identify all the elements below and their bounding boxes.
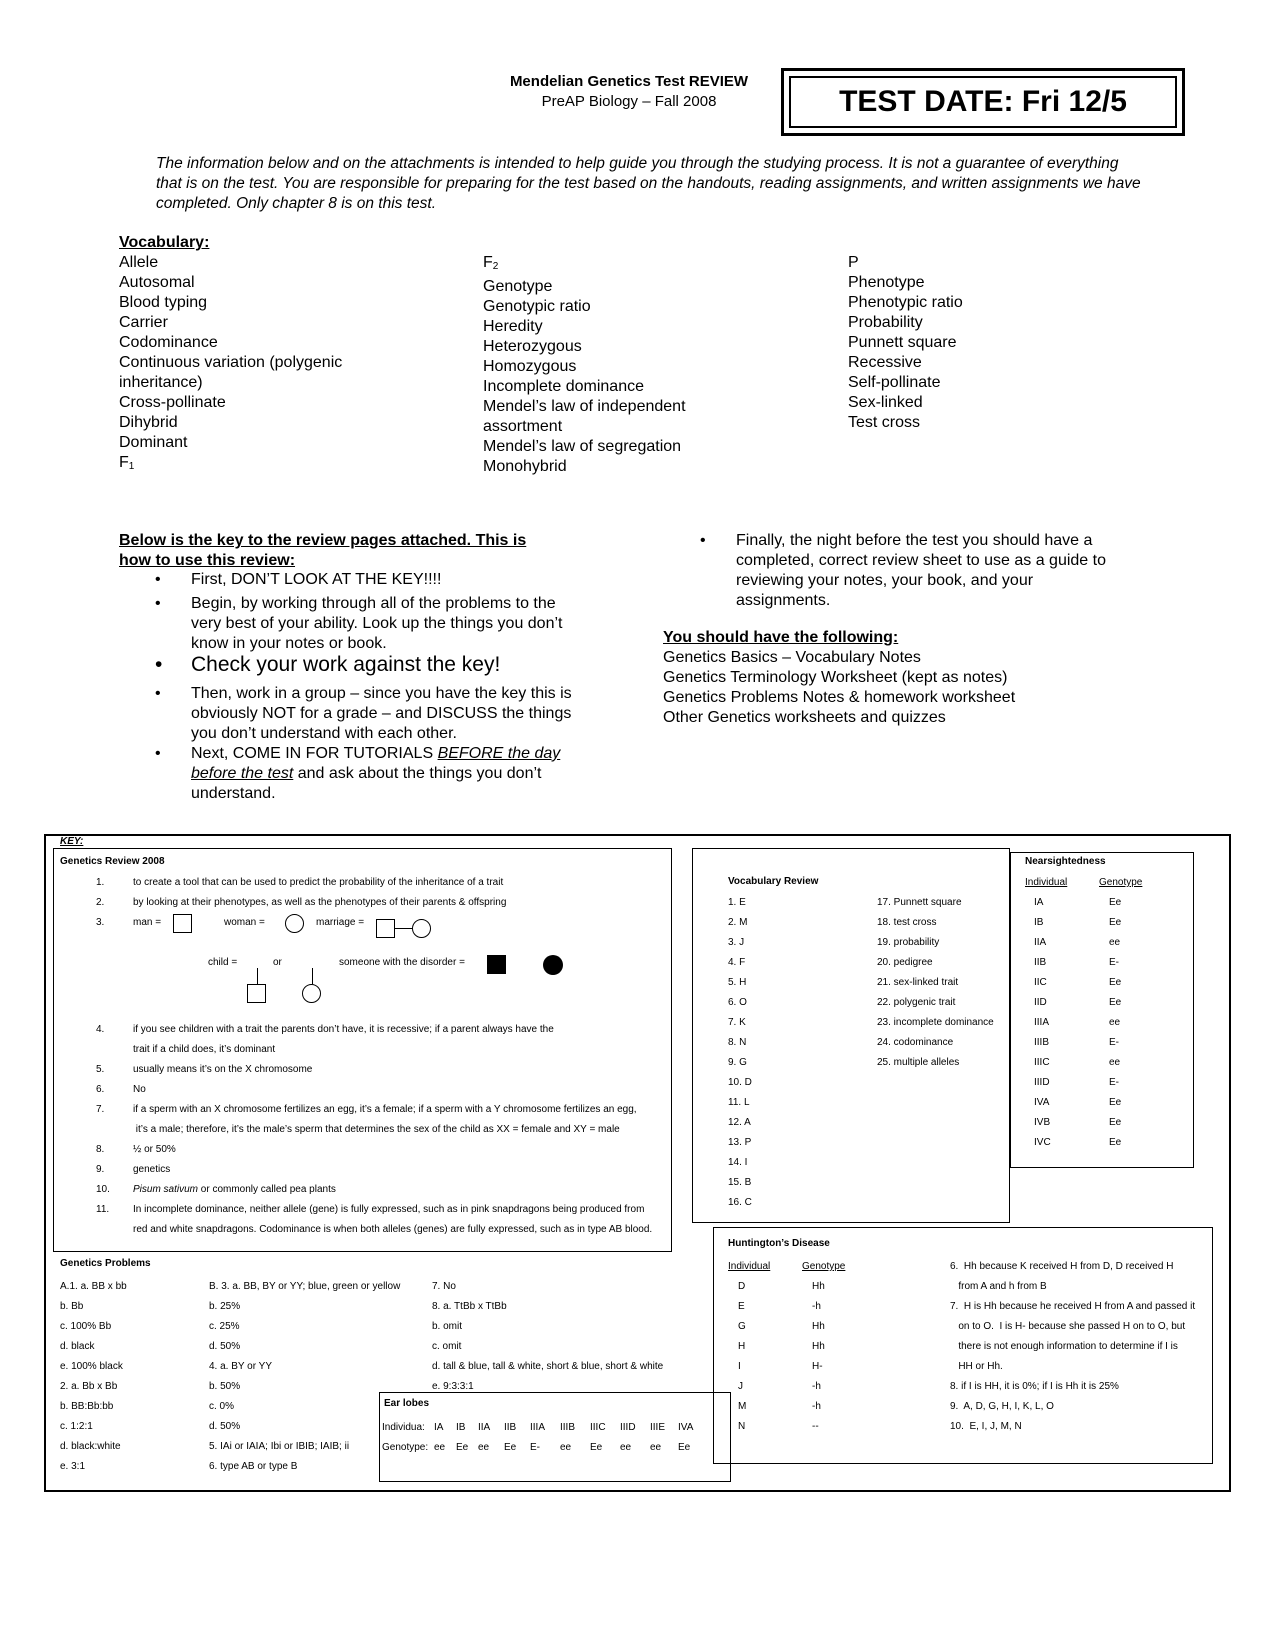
hd-genotype: Hh	[812, 1281, 825, 1292]
hd-individual: M	[738, 1401, 747, 1412]
problem-answer: e. 3:1	[60, 1461, 86, 1472]
hd-individual: H	[738, 1341, 746, 1352]
vocab-term: Mendel’s law of independent	[483, 398, 686, 415]
vocab-term: Incomplete dominance	[483, 378, 644, 395]
vocab-term: Blood typing	[119, 294, 208, 311]
vocab-term: Genotypic ratio	[483, 298, 591, 315]
problem-answer: d. black	[60, 1341, 95, 1352]
problem-answer: c. omit	[432, 1341, 462, 1352]
vocab-term: Monohybrid	[483, 458, 567, 475]
hd-note: from A and h from B	[950, 1281, 1047, 1292]
howto-item-1: First, DON’T LOOK AT THE KEY!!!!	[191, 571, 442, 588]
hd-genotype: H-	[812, 1361, 823, 1372]
problem-answer: A.1. a. BB x bb	[60, 1281, 127, 1292]
problem-answer: e. 9:3:3:1	[432, 1381, 474, 1392]
problem-answer: e. 100% black	[60, 1361, 123, 1372]
near-individual: IVB	[1034, 1117, 1051, 1128]
ear-individual: IIIC	[590, 1422, 606, 1433]
vocab-answer: 14. I	[728, 1157, 748, 1168]
ear-individual: IA	[434, 1422, 444, 1433]
problem-answer: c. 0%	[209, 1401, 235, 1412]
bullet: •	[155, 685, 161, 702]
hd-individuals	[738, 1277, 746, 1437]
bullet: •	[155, 571, 161, 588]
child-line	[312, 968, 313, 984]
vocab-term: Self-pollinate	[848, 374, 941, 391]
intro-paragraph: The information below and on the attachments is intended to help guide you through the studying process. It is not a guarantee of everything that is on the test. You are responsible for preparing for the test based on the handouts, reading assignments, and written assignments we have completed. Only chapter 8 is on this test.	[156, 155, 1141, 212]
vocab-term: Homozygous	[483, 358, 577, 375]
vocab-term: Carrier	[119, 314, 168, 331]
near-genotype: Ee	[1109, 977, 1122, 988]
ear-individual: IB	[456, 1422, 466, 1433]
vocab-term: Autosomal	[119, 274, 195, 291]
howto-item-3: Check your work against the key!	[191, 653, 501, 676]
should-have-item: Genetics Problems Notes & homework worksheet	[663, 689, 1016, 706]
ear-individual-row	[434, 1418, 704, 1438]
ear-genotype: ee	[560, 1442, 572, 1453]
vocab-answer: 11. L	[728, 1097, 750, 1108]
howto-item-4: Then, work in a group – since you have the key this is obviously NOT for a grade – and DISCUSS the things you don’t understand with each other.	[191, 685, 572, 742]
document-title: Mendelian Genetics Test REVIEW	[509, 73, 749, 90]
vocab-answer: 23. incomplete dominance	[877, 1017, 994, 1028]
hd-note: HH or Hh.	[950, 1361, 1003, 1372]
ear-individual: IIIE	[650, 1422, 666, 1433]
vocab-term: Heredity	[483, 318, 543, 335]
male-square-symbol	[173, 914, 192, 933]
problem-answer: 4. a. BY or YY	[209, 1361, 273, 1372]
vocab-term: Mendel’s law of segregation	[483, 438, 682, 455]
vocab-term: Probability	[848, 314, 923, 331]
ear-genotype-row	[434, 1438, 704, 1458]
vocab-term: Test cross	[848, 414, 921, 431]
vocab-answer: 12. A	[728, 1117, 751, 1128]
hd-genotypes	[812, 1277, 825, 1437]
child-circle-symbol	[302, 984, 321, 1003]
problem-answer: d. 50%	[209, 1421, 241, 1432]
vocab-answer: 10. D	[728, 1077, 752, 1088]
howto-heading: Below is the key to the review pages attached. This is how to use this review:	[119, 532, 527, 569]
hd-genotype: -h	[812, 1381, 821, 1392]
hd-genotype: -h	[812, 1301, 821, 1312]
problem-answer: b. 50%	[209, 1381, 241, 1392]
huntingtons-title: Huntington’s Disease	[728, 1238, 830, 1249]
vocab-term: P	[848, 254, 859, 271]
near-individual: IIC	[1034, 977, 1047, 988]
near-genotypes	[1109, 893, 1121, 1153]
vocab-answer: 24. codominance	[877, 1037, 954, 1048]
hd-note: 9. A, D, G, H, I, K, L, O	[950, 1401, 1054, 1412]
hd-notes	[950, 1257, 1195, 1437]
problem-answer: 2. a. Bb x Bb	[60, 1381, 118, 1392]
near-genotype: E-	[1109, 957, 1119, 968]
problem-answer: b. omit	[432, 1321, 463, 1332]
problem-answer: b. BB:Bb:bb	[60, 1401, 114, 1412]
howto-item-5: Next, COME IN FOR TUTORIALS BEFORE the day before the test and ask about the things you don’t understand.	[191, 745, 561, 802]
or-label: or	[273, 957, 282, 968]
vocab-term: Codominance	[119, 334, 218, 351]
hd-genotype: Hh	[812, 1321, 825, 1332]
hd-individual: D	[738, 1281, 746, 1292]
ear-individual: IVA	[678, 1422, 694, 1433]
vocab-term: Cross-pollinate	[119, 394, 226, 411]
ear-individual: IIID	[620, 1422, 636, 1433]
should-have-item: Genetics Terminology Worksheet (kept as notes)	[663, 669, 1008, 686]
ear-genotype: Ee	[504, 1442, 517, 1453]
hd-note: on to O. I is H- because she passed H on to O, but	[950, 1321, 1186, 1332]
marriage-label: marriage =	[316, 917, 365, 928]
marriage-square-symbol	[376, 919, 395, 938]
review-items-middle: 4. if you see children with a trait the parents don’t have, it is recessive; if a parent always have the trait if a child does, it’s dominant 5. usually means it’s on the X chromosome 6. No 7. if a sperm with an X chromosome fertilizes an egg, it’s a female; if a sperm with a Y chromosome fertilizes an egg, it’s a male; therefore, it’s the male’s sperm that determines the sex of the child as XX = female and XY = male 8. ½ or 50% 9. genetics 10. Pisum sativum or commonly called pea plants 11. In incomplete dominance, neither allele (gene) is fully expressed, such as in pink snapdragons being produced from red and white snapdragons. Codominance is when both alleles (genes) are fully expressed, such as in type AB blood.	[96, 1024, 653, 1235]
review-items-top: 1. to create a tool that can be used to predict the probability of the inheritance of a trait 2. by looking at their phenotypes, as well as the phenotypes of their parents & offspring	[96, 877, 507, 908]
near-genotype: E-	[1109, 1077, 1119, 1088]
ear-individual: IIIB	[560, 1422, 576, 1433]
near-individual: IID	[1034, 997, 1047, 1008]
test-date: TEST DATE: Fri 12/5	[789, 76, 1177, 128]
vocab-term: Recessive	[848, 354, 922, 371]
should-have-list	[663, 648, 1015, 728]
near-genotype: E-	[1109, 1037, 1119, 1048]
vocab-answer: 15. B	[728, 1177, 752, 1188]
female-circle-symbol	[285, 914, 304, 933]
marriage-line	[395, 928, 412, 929]
vocab-term: Dihybrid	[119, 414, 178, 431]
ear-genotype: ee	[620, 1442, 632, 1453]
key-label: KEY:	[60, 836, 84, 847]
near-genotype: Ee	[1109, 1137, 1122, 1148]
hd-individual: N	[738, 1421, 746, 1432]
affected-male-symbol	[487, 955, 506, 974]
child-line	[257, 968, 258, 984]
vocabulary-review-title: Vocabulary Review	[728, 876, 819, 887]
problem-answer: 8. a. TtBb x TtBb	[432, 1301, 507, 1312]
vocab-term: $F_1$	[119, 454, 135, 472]
vocab-answer: 6. O	[728, 997, 747, 1008]
vocab-answer: 8. N	[728, 1037, 747, 1048]
problem-answer: B. 3. a. BB, BY or YY; blue, green or yellow	[209, 1281, 401, 1292]
woman-label: woman =	[224, 917, 265, 928]
bullet: •	[155, 653, 163, 676]
ear-genotype: ee	[434, 1442, 446, 1453]
problem-answer: c. 25%	[209, 1321, 240, 1332]
vocab-term: Dominant	[119, 434, 188, 451]
vocabulary-heading: Vocabulary:	[119, 234, 210, 251]
near-genotype: ee	[1109, 1057, 1121, 1068]
near-individual: IIIC	[1034, 1057, 1050, 1068]
vocab-term: $F_2$	[483, 254, 499, 272]
problem-answer: b. Bb	[60, 1301, 84, 1312]
near-individuals	[1034, 893, 1051, 1153]
vocab-answer: 17. Punnett square	[877, 897, 962, 908]
hd-note: 6. Hh because K received H from D, D received H	[950, 1261, 1174, 1272]
near-genotype: ee	[1109, 937, 1121, 948]
vocab-term: Phenotype	[848, 274, 925, 291]
near-individual: IIA	[1034, 937, 1047, 948]
problem-answer: d. tall & blue, tall & white, short & blue, short & white	[432, 1361, 664, 1372]
near-genotype: Ee	[1109, 997, 1122, 1008]
hd-note: 7. H is Hh because he received H from A and passed it	[950, 1301, 1196, 1312]
near-individual: IIIA	[1034, 1017, 1050, 1028]
near-individual: IIID	[1034, 1077, 1050, 1088]
problems-column-1	[60, 1277, 127, 1477]
problems-column-3	[432, 1277, 663, 1397]
review-item-3-number: 3.	[96, 917, 105, 928]
near-genotype: ee	[1109, 1017, 1121, 1028]
vocab-answer: 3. J	[728, 937, 745, 948]
near-header-genotype: Genotype	[1099, 877, 1143, 888]
vocab-answer: 21. sex-linked trait	[877, 977, 959, 988]
ear-genotype: Ee	[590, 1442, 603, 1453]
near-header-individual: Individual	[1025, 877, 1068, 888]
ear-genotype: ee	[478, 1442, 490, 1453]
howto-item-2: Begin, by working through all of the problems to the very best of your ability. Look up the things you don’t know in your notes or book.	[191, 595, 563, 652]
should-have-heading: You should have the following:	[663, 629, 899, 646]
vocab-answer: 7. K	[728, 1017, 746, 1028]
vocab-term: inheritance)	[119, 374, 203, 391]
ear-individual: IIIA	[530, 1422, 546, 1433]
problem-answer: c. 100% Bb	[60, 1321, 112, 1332]
genetics-problems-title: Genetics Problems	[60, 1258, 151, 1269]
vocab-term: Heterozygous	[483, 338, 582, 355]
nearsightedness-title: Nearsightedness	[1025, 856, 1106, 867]
vocab-answer: 19. probability	[877, 937, 940, 948]
near-individual: IIB	[1034, 957, 1047, 968]
ear-individual: IIA	[478, 1422, 491, 1433]
vocab-answer: 13. P	[728, 1137, 752, 1148]
vocab-answer: 16. C	[728, 1197, 752, 1208]
hd-individual: J	[738, 1381, 743, 1392]
hd-individual: G	[738, 1321, 746, 1332]
ear-genotype: ee	[650, 1442, 662, 1453]
ear-genotype: Ee	[678, 1442, 691, 1453]
vocab-answer: 2. M	[728, 917, 748, 928]
vocab-term: Continuous variation (polygenic	[119, 354, 343, 371]
vocab-answer: 18. test cross	[877, 917, 937, 928]
ear-individual: IIB	[504, 1422, 517, 1433]
child-square-symbol	[247, 984, 266, 1003]
vocab-answer: 9. G	[728, 1057, 747, 1068]
problem-answer: b. 25%	[209, 1301, 241, 1312]
vocab-column-1	[119, 253, 342, 477]
hd-genotype: --	[812, 1421, 819, 1432]
vocab-answer: 25. multiple alleles	[877, 1057, 960, 1068]
hd-header-individual: Individual	[728, 1261, 771, 1272]
howto-list	[155, 570, 625, 810]
vocab-column-3	[848, 253, 963, 433]
vocab-answer: 20. pedigree	[877, 957, 933, 968]
vocab-term: Sex-linked	[848, 394, 923, 411]
bullet: •	[155, 745, 161, 762]
hd-note: 8. if I is HH, it is 0%; if I is Hh it is 25%	[950, 1381, 1119, 1392]
near-individual: IVA	[1034, 1097, 1050, 1108]
should-have-item: Genetics Basics – Vocabulary Notes	[663, 649, 921, 666]
near-individual: IA	[1034, 897, 1044, 908]
should-have-item: Other Genetics worksheets and quizzes	[663, 709, 946, 726]
near-genotype: Ee	[1109, 1117, 1122, 1128]
near-individual: IVC	[1034, 1137, 1051, 1148]
vocab-answer: 22. polygenic trait	[877, 997, 956, 1008]
problems-column-2	[209, 1277, 400, 1477]
test-date-box	[781, 68, 1185, 136]
vocab-term: assortment	[483, 418, 563, 435]
final-note: • Finally, the night before the test you should have a completed, correct review sheet to use as a guide to reviewing your notes, your book, and your assignments.	[700, 532, 1106, 609]
disorder-label: someone with the disorder =	[339, 957, 465, 968]
near-genotype: Ee	[1109, 917, 1122, 928]
document-subtitle: PreAP Biology – Fall 2008	[541, 93, 717, 110]
hd-note: 10. E, I, J, M, N	[950, 1421, 1022, 1432]
ear-individual-label: Individua:	[382, 1422, 425, 1433]
problem-answer: 7. No	[432, 1281, 456, 1292]
near-genotype: Ee	[1109, 897, 1122, 908]
hd-note: there is not enough information to determine if I is	[950, 1341, 1178, 1352]
problem-answer: c. 1:2:1	[60, 1421, 93, 1432]
vocab-term: Genotype	[483, 278, 553, 295]
affected-female-symbol	[543, 955, 563, 975]
problem-answer: 5. IAi or IAIA; Ibi or IBIB; IAIB; ii	[209, 1441, 350, 1452]
vocab-answers-left	[728, 893, 752, 1213]
problem-answer: d. 50%	[209, 1341, 241, 1352]
hd-individual: I	[738, 1361, 741, 1372]
problem-answer: d. black:white	[60, 1441, 121, 1452]
man-label: man =	[133, 917, 162, 928]
child-label: child =	[208, 957, 238, 968]
ear-genotype: Ee	[456, 1442, 469, 1453]
near-individual: IB	[1034, 917, 1044, 928]
bullet: •	[155, 595, 161, 612]
vocab-answer: 4. F	[728, 957, 746, 968]
vocab-answers-right	[877, 893, 994, 1073]
ear-genotype-label: Genotype:	[382, 1442, 429, 1453]
genetics-review-title: Genetics Review 2008	[60, 856, 165, 867]
vocab-answer: 5. H	[728, 977, 747, 988]
ear-lobes-title: Ear lobes	[384, 1398, 430, 1409]
vocab-term: Allele	[119, 254, 159, 271]
near-individual: IIIB	[1034, 1037, 1050, 1048]
vocab-answer: 1. E	[728, 897, 746, 908]
ear-genotype: E-	[530, 1442, 540, 1453]
vocab-term: Punnett square	[848, 334, 957, 351]
hd-genotype: Hh	[812, 1341, 825, 1352]
vocab-term: Phenotypic ratio	[848, 294, 963, 311]
near-genotype: Ee	[1109, 1097, 1122, 1108]
vocab-column-2	[483, 253, 686, 477]
marriage-circle-symbol	[412, 919, 431, 938]
hd-individual: E	[738, 1301, 745, 1312]
hd-header-genotype: Genotype	[802, 1261, 846, 1272]
problem-answer: 6. type AB or type B	[209, 1461, 298, 1472]
hd-genotype: -h	[812, 1401, 821, 1412]
